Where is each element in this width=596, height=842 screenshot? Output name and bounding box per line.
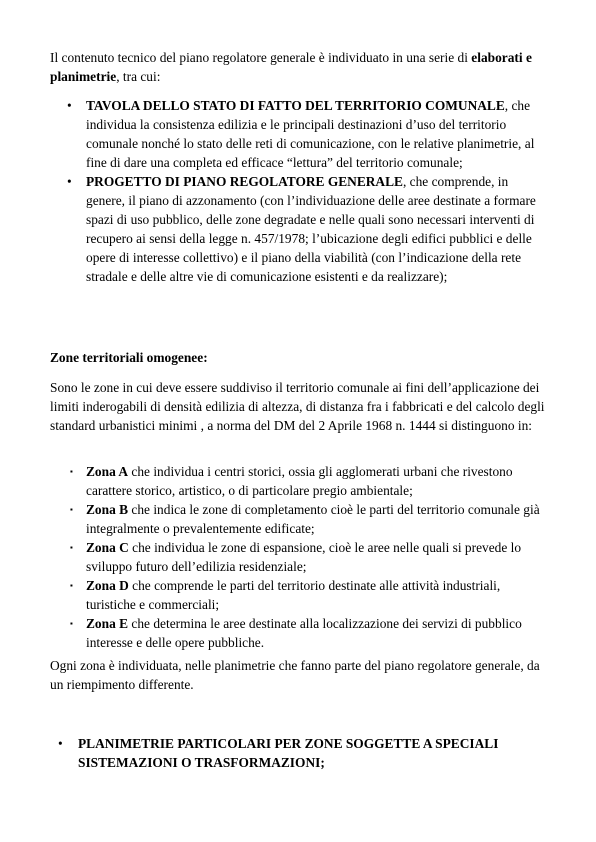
list-item-tavola: [50, 96, 550, 172]
list-item-zona-d: [50, 576, 550, 614]
intro-paragraph: [50, 48, 550, 86]
zone-name: Zona D: [86, 578, 129, 593]
zone-name: Zona B: [86, 502, 129, 517]
square-bullet-icon: ▪: [70, 467, 73, 476]
zone-name: Zona C: [86, 540, 129, 555]
square-bullet-icon: ▪: [70, 505, 73, 514]
zone-text: che comprende le parti del territorio destinate alle attività industriali, turistiche e commerciali;: [86, 578, 501, 612]
item-title: TAVOLA DELLO STATO DI FATTO DEL TERRITORIO COMUNALE: [86, 98, 505, 113]
list-item-zona-e: [50, 614, 550, 652]
bullet-icon: •: [67, 98, 72, 113]
square-bullet-icon: ▪: [70, 581, 73, 590]
zone-intro-paragraph: Sono le zone in cui deve essere suddiviso il territorio comunale ai fini dell’applicazione dei limiti inderogabili di densità edilizia di altezza, di distanza fra i fabbricati e del calcolo degli standard urbanistici minimi , a norma del DM del 2 Aprile 1968 n. 1444 si distinguono in:: [50, 380, 545, 433]
zone-outro-paragraph: Ogni zona è individuata, nelle planimetrie che fanno parte del piano regolatore generale, da un riempimento differente.: [50, 658, 540, 692]
bullet-icon: •: [58, 736, 63, 751]
intro-bold-term: elaborati e planimetrie: [50, 50, 532, 84]
zone-text: che individua i centri storici, ossia gli agglomerati urbani che rivestono carattere storico, artistico, o di particolare pregio ambientale;: [86, 464, 513, 498]
square-bullet-icon: ▪: [70, 619, 73, 628]
square-bullet-icon: ▪: [70, 543, 73, 552]
zone-name: Zona A: [86, 464, 129, 479]
intro-text: Il contenuto tecnico del piano regolatore generale è individuato in una serie di: [50, 50, 472, 65]
bullet-icon: •: [67, 174, 72, 189]
zone-text: che indica le zone di completamento cioè le parti del territorio comunale già integralmente o prevalentemente edificate;: [86, 502, 540, 536]
documents-list: [50, 96, 550, 286]
list-item-zona-a: [50, 462, 550, 500]
item-title: PLANIMETRIE PARTICOLARI PER ZONE SOGGETTE A SPECIALI SISTEMAZIONI O TRASFORMAZIONI;: [78, 736, 499, 770]
planimetrie-list: [50, 734, 550, 772]
list-item-progetto: [50, 172, 550, 286]
section-heading: Zone territoriali omogenee:: [50, 350, 208, 365]
zones-list: [50, 462, 550, 652]
list-item-zona-b: [50, 500, 550, 538]
list-item-zona-c: [50, 538, 550, 576]
zone-name: Zona E: [86, 616, 129, 631]
zone-text: che individua le zone di espansione, cioè le aree nelle quali si prevede lo sviluppo futuro dell’edilizia residenziale;: [86, 540, 522, 574]
item-title: PROGETTO DI PIANO REGOLATORE GENERALE: [86, 174, 403, 189]
item-text: , che individua la consistenza edilizia e le principali destinazioni d’uso del territorio comunale nonché lo stato delle reti di comunicazione, con le relative planimetrie, al fine di dare una completa ed efficace “lettura” del territorio comunale;: [86, 98, 535, 170]
list-item-planimetrie: [50, 734, 550, 772]
intro-text-end: , tra cui:: [116, 69, 161, 84]
zone-text: che determina le aree destinate alla localizzazione dei servizi di pubblico interesse e delle opere pubbliche.: [86, 616, 522, 650]
item-text: , che comprende, in genere, il piano di azzonamento (con l’individuazione delle aree destinate a formare spazi di uso pubblico, delle zone degradate e nelle quali sono necessari interventi di recupero ai sensi della legge n. 457/1978; l’ubicazione degli edifici pubblici e delle opere di interesse collettivo) e il piano della viabilità (con l’indicazione della rete stradale e delle altre vie di comunicazione esistenti e da realizzare);: [86, 174, 536, 284]
